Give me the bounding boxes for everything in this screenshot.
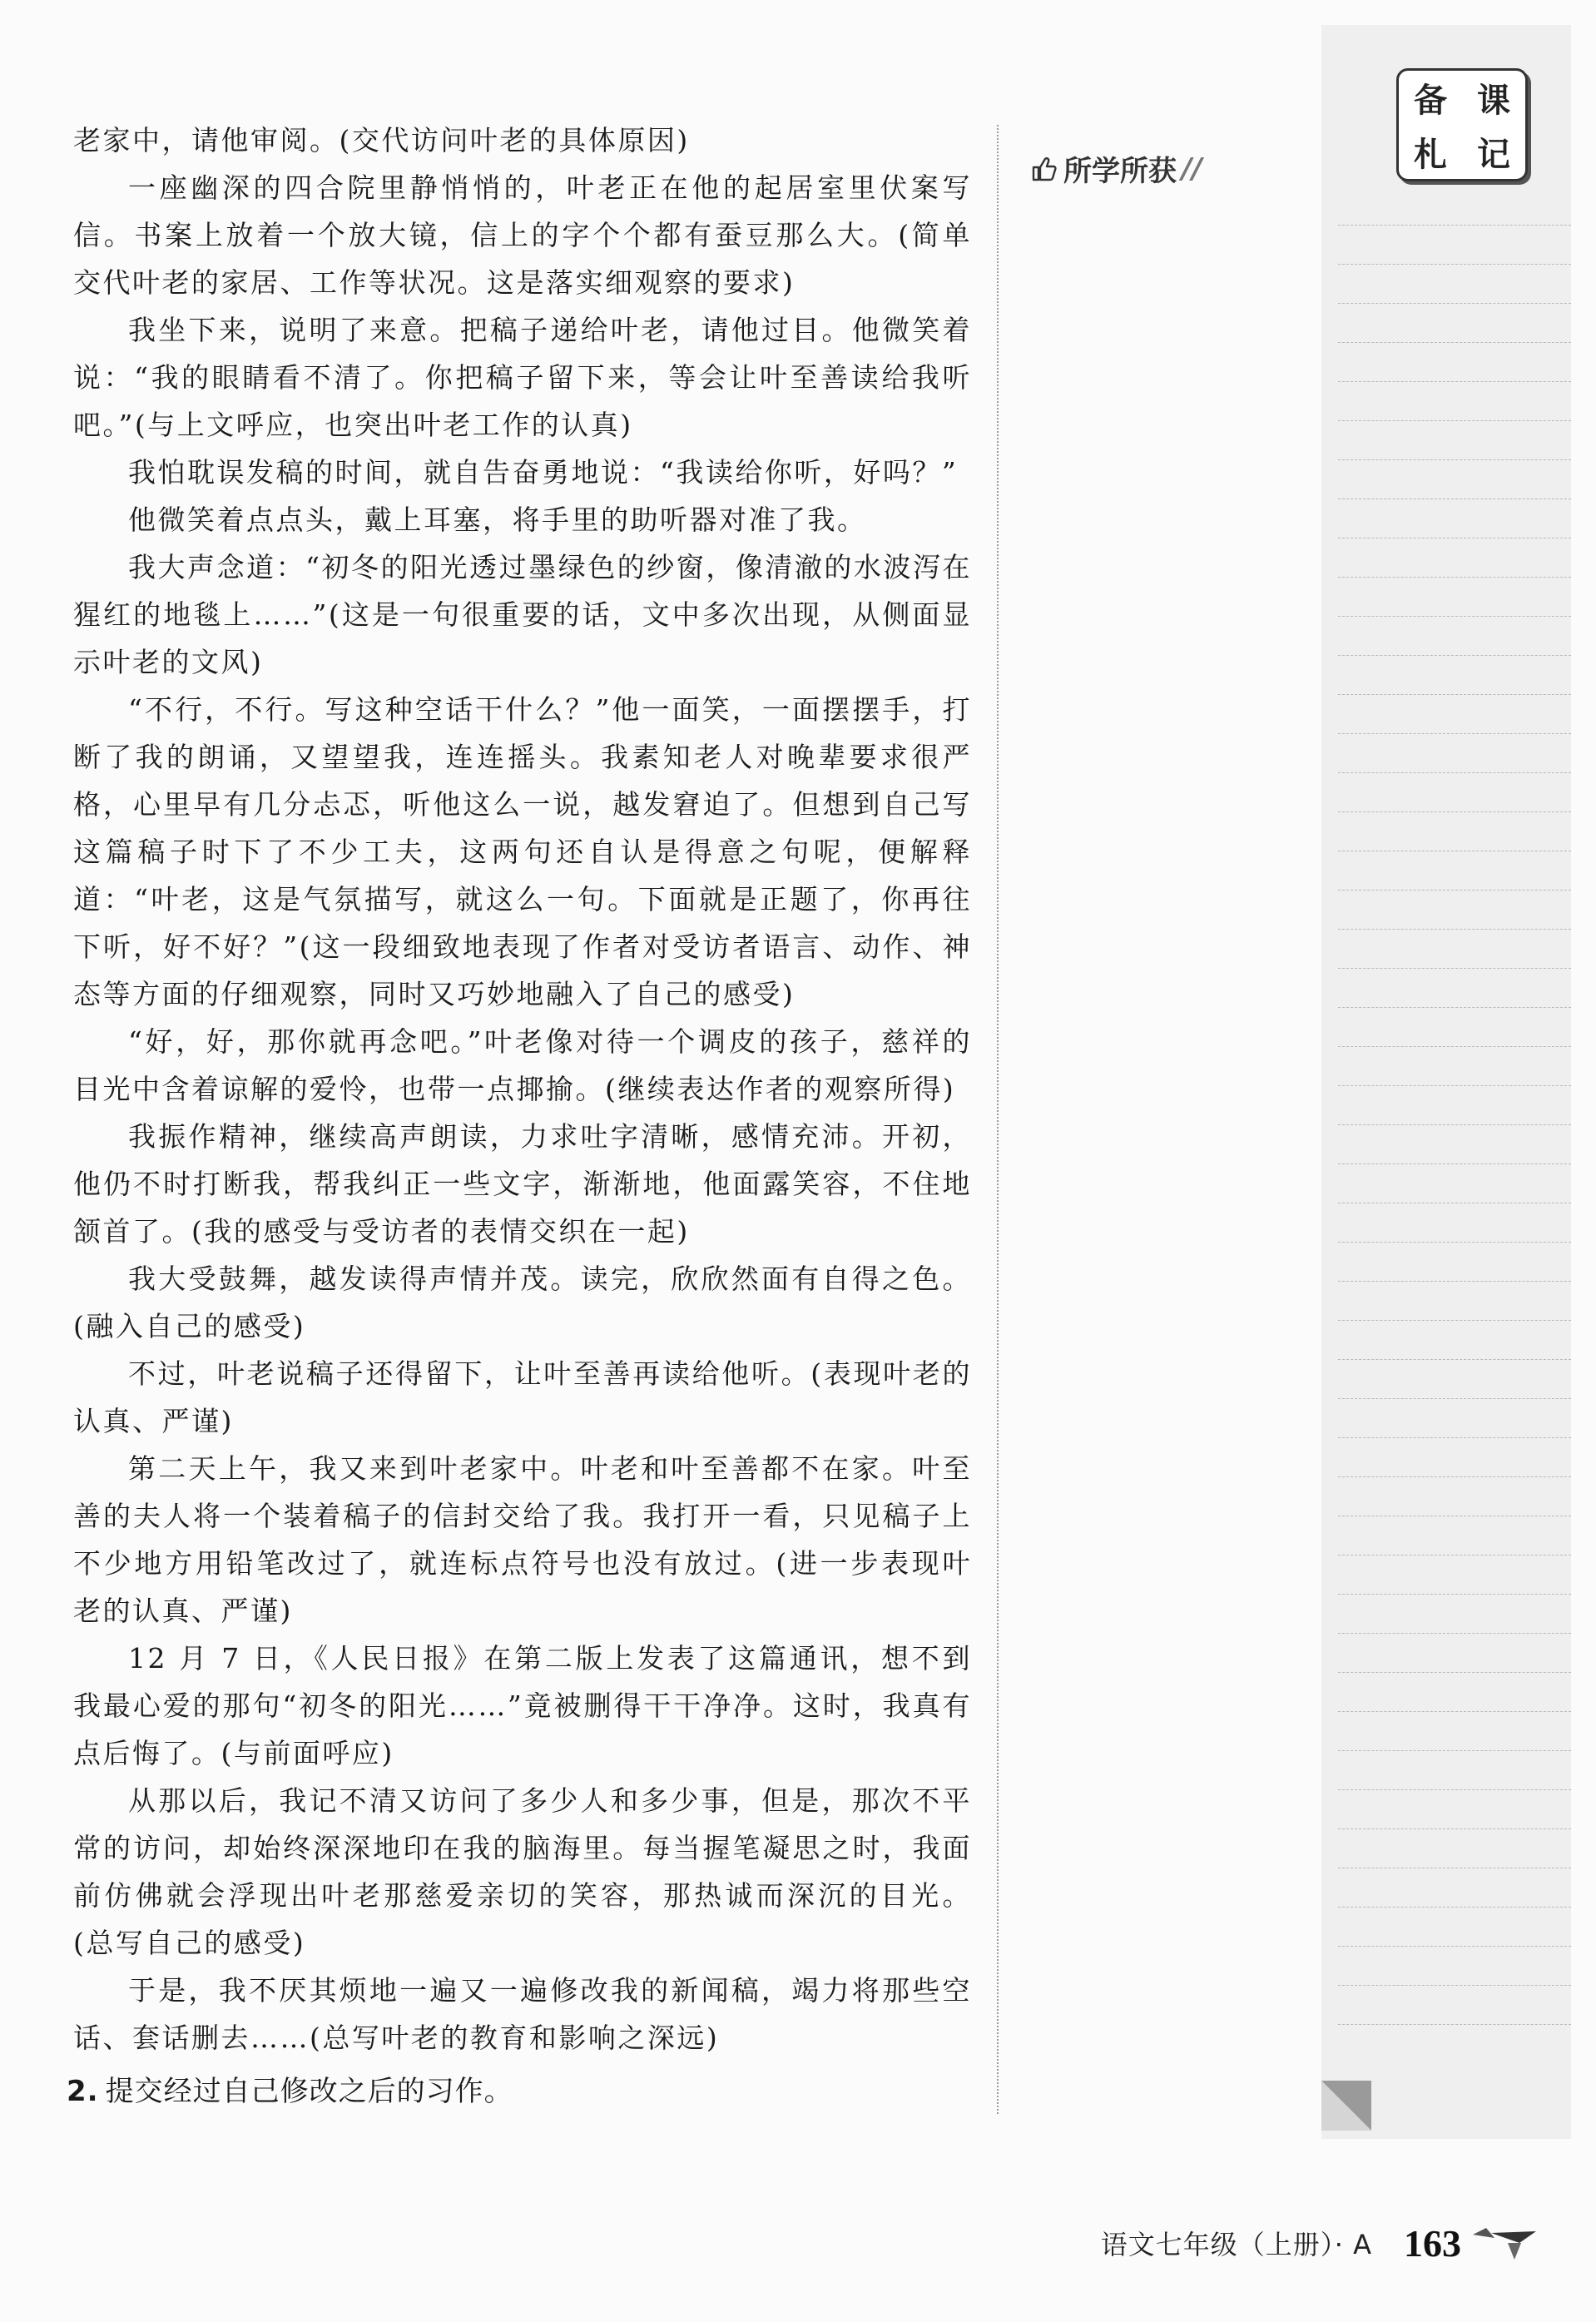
lesson-notes-badge — [1396, 68, 1528, 181]
note-line — [1338, 1046, 1571, 1047]
column-divider — [997, 125, 999, 2114]
notes-sidebar — [1030, 25, 1573, 2139]
note-line — [1338, 772, 1571, 773]
paragraph-14: 从那以后，我记不清又访问了多少人和多少事，但是，那次不平常的访问，却始终深深地印在我的脑海里。每当握笔凝思之时，我面前仿佛就会浮现出叶老那慈爱亲切的笑容，那热诚而深沉的目光。(总写自己的感受) — [73, 1784, 972, 1959]
note-line — [1338, 1437, 1571, 1438]
note-line — [1338, 1594, 1571, 1595]
badge-char: 记 — [1477, 135, 1510, 174]
learned-heading — [1030, 148, 1202, 189]
note-line — [1338, 1828, 1571, 1829]
note-line — [1338, 1085, 1571, 1086]
note-line — [1338, 1320, 1571, 1321]
page-number: 163 — [1404, 2221, 1461, 2265]
note-line — [1338, 1163, 1571, 1164]
note-line — [1338, 420, 1571, 421]
note-line — [1338, 1633, 1571, 1634]
note-line — [1338, 616, 1571, 617]
note-line — [1338, 1946, 1571, 1947]
task-number: 2. — [67, 2075, 99, 2108]
badge-char: 备 — [1414, 81, 1447, 120]
note-line — [1338, 929, 1571, 930]
note-line — [1338, 968, 1571, 969]
note-line — [1338, 1281, 1571, 1282]
paragraph-6: 我大声念道：“初冬的阳光透过墨绿色的纱窗，像清澈的水波泻在猩红的地毯上……”(这是一句很重要的话，文中多次出现，从侧面显示叶老的文风) — [73, 551, 972, 678]
note-line — [1338, 1007, 1571, 1008]
note-line — [1338, 1907, 1571, 1908]
paragraph-11: 不过，叶老说稿子还得留下，让叶至善再读给他听。(表现叶老的认真、严谨) — [73, 1357, 972, 1437]
paragraph-7: “不行，不行。写这种空话干什么？”他一面笑，一面摆摆手，打断了我的朗诵，又望望我，连连摇头。我素知老人对晚辈要求很严格，心里早有几分忐忑，听他这么一说，越发窘迫了。但想到自己写这篇稿子时下了不少工夫，这两句还自认是得意之句呢，便解释道：“叶老，这是气氛描写，就这么一句。下面就是正题了，你再往下听，好不好？”(这一段细致地表现了作者对受访者语言、动作、神态等方面的仔细观察，同时又巧妙地融入了自己的感受) — [73, 693, 972, 1010]
note-line — [1338, 225, 1571, 226]
note-line — [1338, 264, 1571, 265]
footer-arrow-icon — [1470, 2223, 1539, 2263]
book-title: 语文七年级（上册）· A — [1100, 2229, 1372, 2260]
learned-label: 所学所获 — [1063, 155, 1177, 188]
badge-char: 札 — [1414, 135, 1447, 174]
page-corner-fold-icon — [1321, 2081, 1371, 2131]
note-line — [1338, 577, 1571, 578]
note-line — [1338, 2024, 1571, 2025]
paragraph-10: 我大受鼓舞，越发读得声情并茂。读完，欣欣然面有自得之色。(融入自己的感受) — [73, 1263, 972, 1342]
note-line — [1338, 1242, 1571, 1243]
paragraph-2: 一座幽深的四合院里静悄悄的，叶老正在他的起居室里伏案写信。书案上放着一个放大镜，信上的字个个都有蚕豆那么大。(简单交代叶老的家居、工作等状况。这是落实细观察的要求) — [73, 171, 972, 299]
paragraph-13: 12 月 7 日，《人民日报》在第二版上发表了这篇通讯，想不到我最心爱的那句“初冬的阳光……”竟被删得干干净净。这时，我真有点后悔了。(与前面呼应) — [73, 1642, 972, 1769]
paragraph-3: 我坐下来，说明了来意。把稿子递给叶老，请他过目。他微笑着说：“我的眼睛看不清了。你把稿子留下来，等会让叶至善读给我听吧。”(与上文呼应，也突出叶老工作的认真) — [73, 314, 972, 441]
note-line — [1338, 1711, 1571, 1712]
paragraph-4: 我怕耽误发稿的时间，就自告奋勇地说：“我读给你听，好吗？” — [128, 456, 959, 489]
paragraph-9: 我振作精神，继续高声朗读，力求吐字清晰，感情充沛。开初，他仍不时打断我，帮我纠正一些文字，渐渐地，他面露笑容，不住地颔首了。(我的感受与受访者的表情交织在一起) — [73, 1120, 972, 1248]
note-line — [1338, 1476, 1571, 1477]
note-line — [1338, 1359, 1571, 1360]
note-line — [1338, 381, 1571, 382]
thumbs-up-icon — [1030, 155, 1058, 183]
learned-marks: // — [1182, 151, 1202, 186]
note-line — [1338, 459, 1571, 460]
paragraph-15: 于是，我不厌其烦地一遍又一遍修改我的新闻稿，竭力将那些空话、套话删去……(总写叶老的教育和影响之深远) — [73, 1974, 972, 2054]
note-line — [1338, 303, 1571, 304]
note-line — [1338, 1398, 1571, 1399]
paragraph-12: 第二天上午，我又来到叶老家中。叶老和叶至善都不在家。叶至善的夫人将一个装着稿子的信封交给了我。我打开一看，只见稿子上不少地方用铅笔改过了，就连标点符号也没有放过。(进一步表现叶老的认真、严谨) — [73, 1452, 972, 1627]
note-line — [1338, 1124, 1571, 1125]
paragraph-8: “好，好，那你就再念吧。”叶老像对待一个调皮的孩子，慈祥的目光中含着谅解的爱怜，也带一点揶揄。(继续表达作者的观察所得) — [73, 1025, 972, 1105]
badge-char: 课 — [1477, 81, 1510, 120]
note-line — [1338, 1789, 1571, 1790]
paragraph-1: 老家中，请他审阅。(交代访问叶老的具体原因) — [73, 124, 690, 156]
note-line — [1338, 890, 1571, 891]
note-line — [1338, 1672, 1571, 1673]
main-text-column — [67, 117, 972, 2116]
paragraph-5: 他微笑着点点头，戴上耳塞，将手里的助听器对准了我。 — [128, 504, 867, 536]
note-line — [1338, 733, 1571, 734]
note-line — [1338, 655, 1571, 656]
note-line — [1338, 811, 1571, 812]
note-line — [1338, 1985, 1571, 1986]
task-text: 提交经过自己修改之后的习作。 — [105, 2075, 513, 2108]
note-line — [1338, 694, 1571, 695]
note-line — [1338, 342, 1571, 343]
page-footer — [874, 2214, 1539, 2272]
note-line — [1338, 1750, 1571, 1751]
task-item — [67, 2066, 972, 2116]
